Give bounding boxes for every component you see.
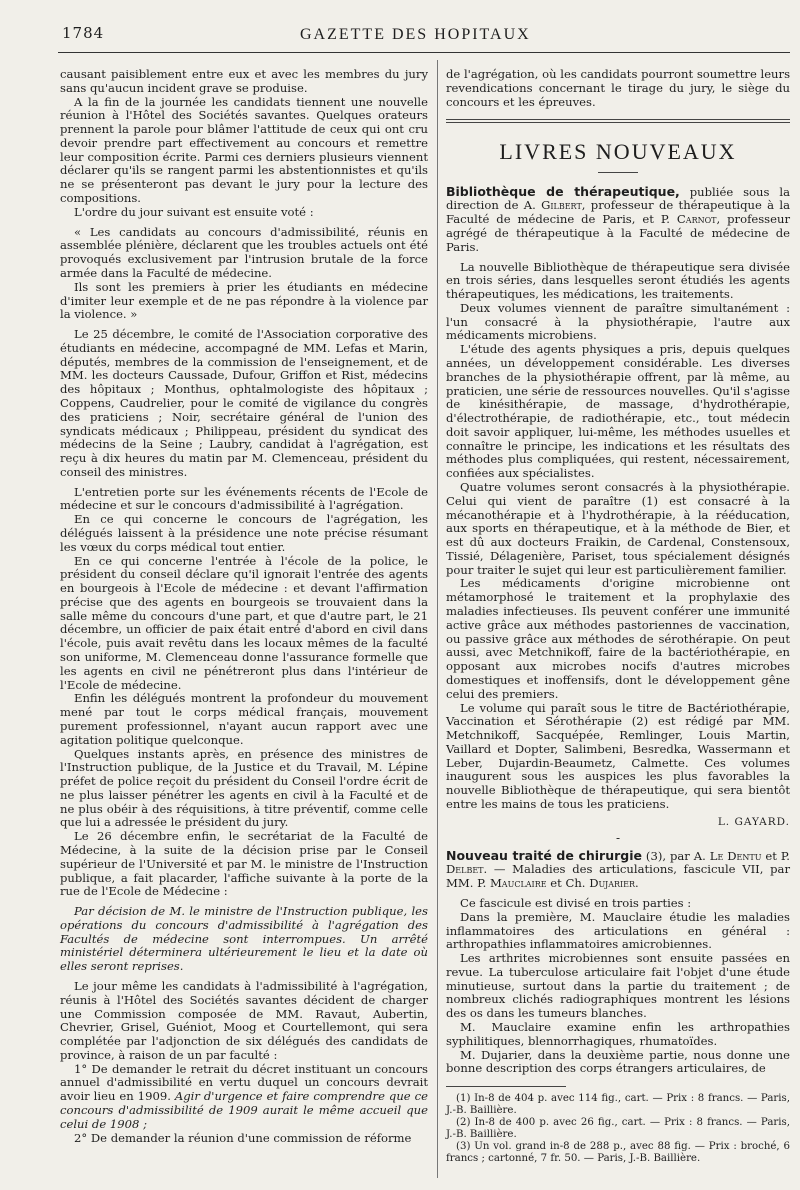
paragraph: de l'agrégation, où les candidats pourront soumettre leurs revendications concernant le tirage du jury, le siège du concours et les épreuves. bbox=[446, 67, 791, 109]
footnote-rule bbox=[446, 1086, 566, 1087]
author-name: Mauclaire bbox=[489, 876, 547, 891]
column-divider bbox=[437, 60, 438, 1178]
paragraph: M. Dujarier, dans la deuxième partie, nous donne une bonne description des corps étrangers articulaires, de bbox=[446, 1047, 790, 1076]
author-name: Carnot bbox=[676, 212, 717, 227]
paragraph: En ce qui concerne le concours de l'agrégation, les délégués laissent à la présidence une note précise résumant les vœux du corps médical tout entier. bbox=[60, 512, 428, 554]
paragraph: Dans la première, M. Mauclaire étudie les maladies inflammatoires des articulations en général : arthropathies inflammatoires amicrobiennes. bbox=[446, 909, 790, 952]
paragraph: Quatre volumes seront consacrés à la physiothérapie. Celui qui vient de paraître (1) est consacré à la mécanothérapie et à l'hydrothérapie, à la rééducation, aux sports en thérapeutique, et à la méthode de Bier, et est dû aux docteurs Fraikin, de Cardenal, Constensoux, Tissié, Délagenière, Pariset, tous spécialement désignés pour traiter le sujet qui leur est particulièrement familier. bbox=[446, 480, 790, 577]
quoted-resolution: « Les candidats au concours d'admissibilité, réunis en assemblée plénière, déclarent que les troubles actuels ont été provoqués exclusivement par l'intrusion brutale de la force armée dans la Faculté de médecine. bbox=[60, 224, 428, 280]
paragraph: Le 26 décembre enfin, le secrétariat de la Faculté de Médecine, à la suite de la décision prise par le Conseil supérieur de l'Université et par M. le ministre de l'Instruction publique, a fait placarder, l'affiche suivante à la porte de la rue de l'Ecole de Médecine : bbox=[60, 829, 428, 899]
section-double-rule bbox=[446, 119, 790, 123]
header-rule bbox=[58, 52, 790, 53]
author-name: Delbet bbox=[446, 862, 484, 877]
book-title: Bibliothèque de thérapeutique, bbox=[446, 183, 680, 199]
footnote: (3) Un vol. grand in-8 de 288 p., avec 88 fig. — Prix : broché, 6 francs ; cartonné, 7 fr. 50. — Paris, J.-B. Baillière. bbox=[446, 1141, 790, 1165]
paragraph: Enfin les délégués montrent la profondeur du mouvement mené par tout le corps médical français, mouvement purement professionnel, n'ayant aucun rapport avec une agitation politique quelconque. bbox=[60, 691, 428, 747]
right-column bbox=[446, 68, 790, 1165]
paragraph: L'étude des agents physiques a pris, depuis quelques années, un développement considérable. Les diverses branches de la physiothérapie offrent, par là même, au praticien, une série de ressources nouvelles. Qu'il s'agisse de kinésithérapie, de massage, d'hydrothérapie, d'électrothérapie, de radiothérapie, etc., tout médecin doit savoir appliquer, lui-même, les méthodes usuelles et connaître le principe, les indications et les résultats des méthodes plus compliquées, qui restent, nécessairement, confiées aux spécialistes. bbox=[446, 342, 790, 481]
paragraph: M. Mauclaire examine enfin les arthropathies syphilitiques, blennorrhagiques, rhumatoïdes. bbox=[446, 1019, 790, 1048]
demand-one-emphasis: Agir d'urgence et faire comprendre que ce concours d'admissibilité de 1909 aurait le même accueil que celui de 1908 ; bbox=[60, 1089, 428, 1131]
signature: L. GAYARD. bbox=[717, 815, 790, 828]
footnote: (1) In-8 de 404 p. avec 114 fig., cart. — Prix : 8 francs. — Paris, J.-B. Baillière. bbox=[446, 1093, 790, 1117]
left-column bbox=[60, 68, 428, 1145]
paragraph: 2° De demander la réunion d'une commission de réforme bbox=[74, 1130, 412, 1145]
footnote: (2) In-8 de 400 p. avec 26 fig., cart. — Prix : 8 francs. — Paris, J.-B. Baillière. bbox=[446, 1117, 790, 1141]
book-entry-header: Bibliothèque de thérapeutique, publiée sous la direction de A. Gilbert, professeur de thérapeutique à la Faculté de médecine de Paris, et P. Carnot, professeur agrégé de thérapeutique à la Faculté de médecine de Paris. bbox=[446, 183, 790, 254]
page-number: 1784 bbox=[62, 24, 105, 42]
paragraph: Le jour même les candidats à l'admissibilité à l'agrégation, réunis à l'Hôtel des Sociétés savantes décident de charger une Commission composée de MM. Ravaut, Aubertin, Chevrier, Grisel, Guéniot, Moog et Courtellemont, qui sera complétée par l'adjonction de six délégués des candidats de province, à raison de un par faculté : bbox=[60, 979, 428, 1062]
paragraph: Les médicaments d'origine microbienne ont métamorphosé le traitement et la prophylaxie des maladies infectieuses. Ils peuvent conférer une immunité active grâce aux méthodes pastoriennes de vaccination, ou passive grâce aux méthodes de sérothérapie. On peut aussi, avec Metchnikoff, faire de la bactériothérapie, en opposant aux microbes nocifs d'autres microbes domestiques et inoffensifs, dont le développement gêne celui des premiers. bbox=[446, 576, 790, 701]
running-title: GAZETTE DES HOPITAUX bbox=[300, 26, 531, 43]
section-title: LIVRES NOUVEAUX bbox=[499, 139, 737, 165]
book-title: Nouveau traité de chirurgie bbox=[446, 847, 642, 863]
paragraph bbox=[60, 1063, 428, 1132]
paragraph: Ce fascicule est divisé en trois parties : bbox=[460, 895, 692, 910]
title-underline bbox=[598, 172, 638, 173]
paragraph: A la fin de la journée les candidats tiennent une nouvelle réunion à l'Hôtel des Sociétés savantes. Quelques orateurs prennent la parole pour blâmer l'attitude de ceux qui ont cru devoir prendre part effectivement au concours et remettre leur composition écrite. Parmi ces derniers plusieurs viennent déclarer qu'ils se rangent parmi les abstentionnistes et qu'ils ne se présenteront pas devant le jury pour la lecture des compositions. bbox=[60, 94, 428, 206]
paragraph: La nouvelle Bibliothèque de thérapeutique sera divisée en trois séries, dans lesquelles seront étudiés les agents thérapeutiques, les médications, les traitements. bbox=[446, 259, 790, 302]
paragraph: Le volume qui paraît sous le titre de Bactériothérapie, Vaccination et Sérothérapie (2) est rédigé par MM. Metchnikoff, Sacquépée, Remlinger, Louis Martin, Vaillard et Dopter, Salimbeni, Besredka, Wassermann et Leber, Dujardin-Beaumetz, Calmette. Ces volumes inaugurent sous les auspices les plus favorables la nouvelle Bibliothèque de thérapeutique, qui sera bientôt entre les mains de tous les praticiens. bbox=[446, 700, 790, 811]
book-entry-header: Nouveau traité de chirurgie (3), par A. Le Dentu et P. Delbet. — Maladies des articulations, fascicule VII, par MM. P. Mauclaire et Ch. Dujarier. bbox=[446, 847, 790, 891]
paragraph: causant paisiblement entre eux et avec les membres du jury sans qu'aucun incident grave se produise. bbox=[60, 67, 428, 95]
paragraph: L'ordre du jour suivant est ensuite voté : bbox=[74, 204, 314, 219]
author-name: Le Dentu bbox=[709, 848, 762, 863]
posted-notice: Par décision de M. le ministre de l'Instruction publique, les opérations du concours d'admissibilité à l'agrégation des Facultés de médecine sont interrompues. Un arrêté ministériel déterminera ultérieurement le lieu et la date où elles seront reprises. bbox=[60, 904, 428, 974]
author-name: Dujarier bbox=[589, 876, 636, 891]
separator-dash: - bbox=[615, 831, 621, 846]
footnotes bbox=[446, 1093, 790, 1165]
paragraph: L'entretien porte sur les événements récents de l'Ecole de médecine et sur le concours d'admissibilité à l'agrégation. bbox=[60, 484, 428, 513]
paragraph: Deux volumes viennent de paraître simultanément : l'un consacré à la physiothérapie, l'autre aux médicaments microbiens. bbox=[446, 300, 790, 343]
paragraph: Les arthrites microbiennes sont ensuite passées en revue. La tuberculose articulaire fait l'objet d'une étude minutieuse, surtout dans la partie du traitement ; de nombreux clichés radiographiques montrent les lésions des os dans les tumeurs blanches. bbox=[446, 951, 790, 1021]
quoted-resolution: Ils sont les premiers à prier les étudiants en médecine d'imiter leur exemple et de ne pas répondre à la violence par la violence. » bbox=[60, 279, 428, 322]
paragraph: En ce qui concerne l'entrée à l'école de la police, le président du conseil déclare qu'il ignorait l'entrée des agents en bourgeois à l'Ecole de médecine : et devant l'affirmation précise que des agents en bourgeois se trouvaient dans la salle même du concours d'une part, et que d'autre part, le 21 décembre, un officier de paix était entré d'abord en civil dans l'école, puis avait revêtu dans les locaux mêmes de la faculté son uniforme, M. Clemenceau donne l'assurance formelle que les agents en civil ne pénétreront plus dans l'intérieur de l'Ecole de médecine. bbox=[60, 553, 428, 692]
paragraph: Le 25 décembre, le comité de l'Association corporative des étudiants en médecine, accompagné de MM. Lefas et Marin, députés, membres de la commission de l'enseignement, et de MM. les docteurs Caussade, Dufour, Griffon et Rist, médecins des hôpitaux ; Monthus, ophtalmologiste des hôpitaux ; Coppens, Caudrelier, pour le comité de vigilance du congrès des praticiens ; Noir, secrétaire général de l'union des syndicats médicaux ; Philippeau, président du syndicat des médecins de la Seine ; Laubry, candidat à l'agrégation, est reçu à dix heures du matin par M. Clemenceau, président du conseil des ministres. bbox=[60, 327, 428, 479]
paragraph: Quelques instants après, en présence des ministres de l'Instruction publique, de la Justice et du Travail, M. Lépine préfet de police reçoit du président du Conseil l'ordre écrit de ne plus laisser pénétrer les agents en civil à la Faculté et de ne plus obéir à des réquisitions, à titre préventif, comme celle que lui a adressée le président du jury. bbox=[60, 746, 428, 830]
author-name: Gilbert bbox=[541, 198, 582, 213]
demand-one: 1° De demander le retrait du décret instituant un concours annuel d'admissibilité en vertu duquel un concours devrait avoir lieu en 1909. bbox=[60, 1061, 428, 1104]
